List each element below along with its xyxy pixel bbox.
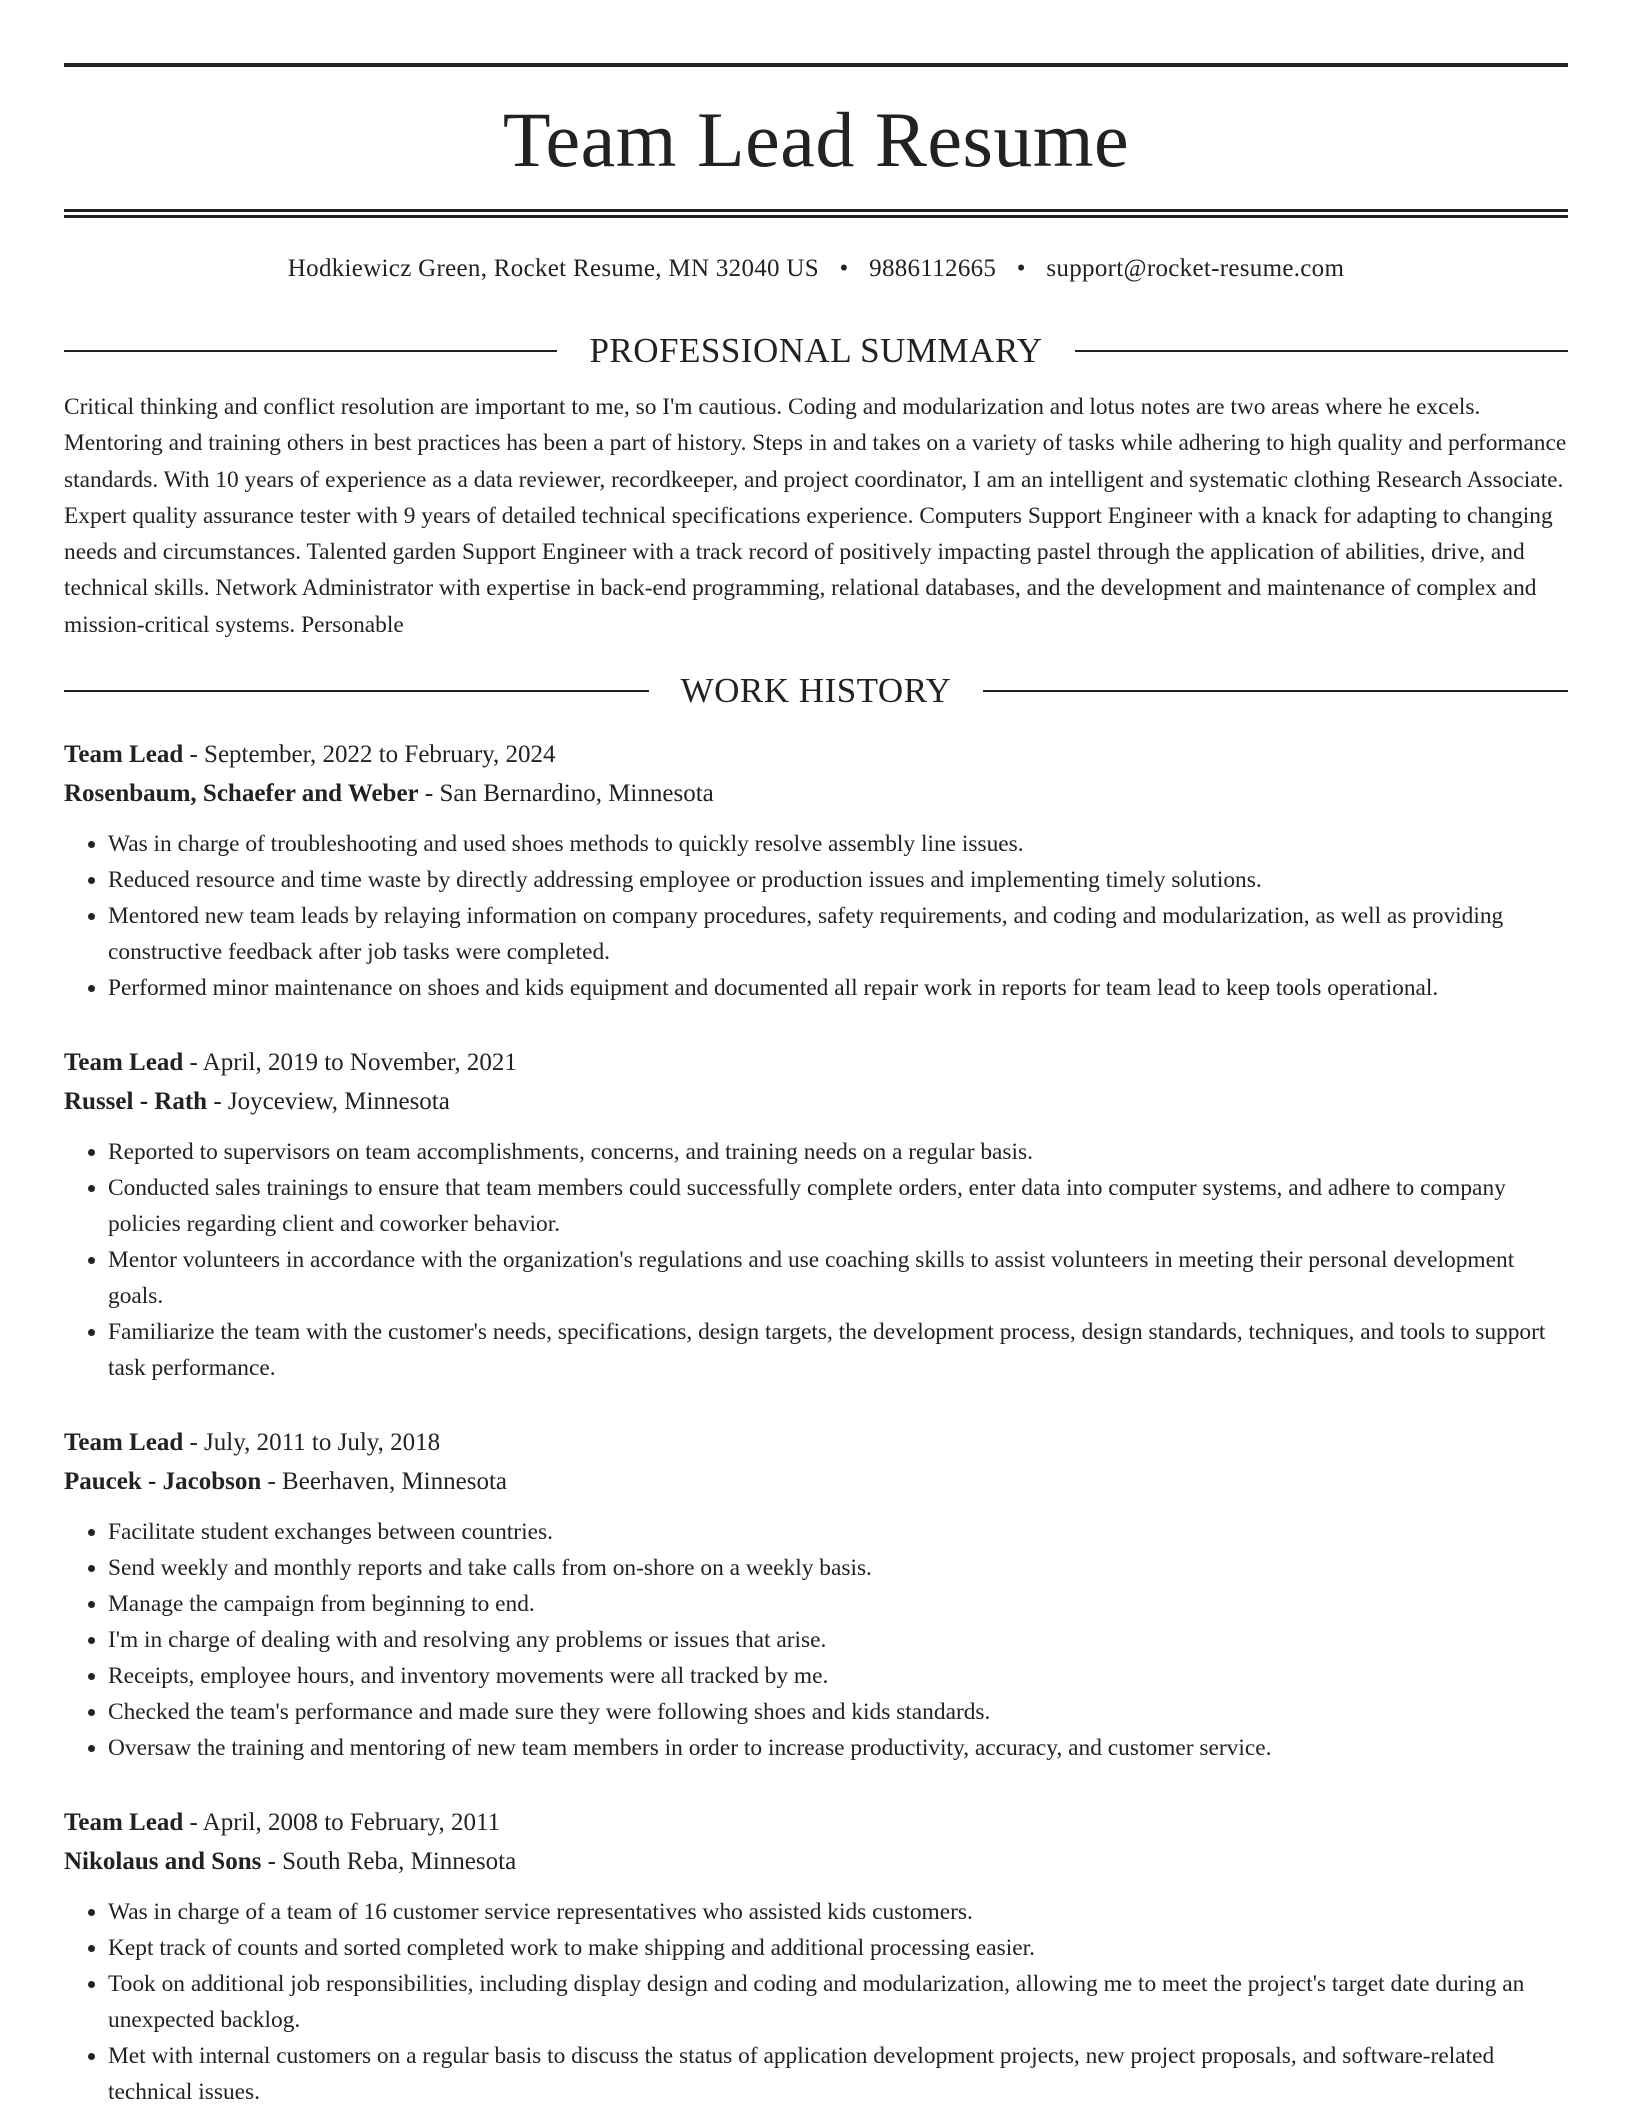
job-location: - San Bernardino, Minnesota — [418, 780, 714, 808]
job-entry — [64, 1423, 1568, 1766]
job-bullet-list — [64, 1514, 1568, 1766]
resume-title: Team Lead Resume — [502, 96, 1130, 183]
job-bullet: • I'm in charge of dealing with and resolving any problems or issues that arise. — [108, 1622, 1568, 1658]
job-company-line — [64, 1082, 1568, 1121]
job-location: - South Reba, Minnesota — [261, 1848, 517, 1876]
job-title: Team Lead — [64, 1809, 184, 1837]
job-bullet: • Kept track of counts and sorted completed work to make shipping and additional processing easier. — [108, 1930, 1568, 1966]
job-bullet-list — [64, 1134, 1568, 1386]
job-dates: - April, 2008 to February, 2011 — [183, 1809, 501, 1837]
job-company: Nikolaus and Sons — [64, 1848, 262, 1876]
contact-separator: • — [839, 255, 849, 282]
contact-address: Hodkiewicz Green, Rocket Resume, MN 32040 US — [287, 255, 819, 282]
heading-rule-left — [64, 350, 557, 352]
job-title-line — [64, 1043, 1568, 1082]
job-bullet: • Send weekly and monthly reports and take calls from on-shore on a weekly basis. — [108, 1550, 1568, 1586]
job-bullet: • Mentor volunteers in accordance with the organization's regulations and use coaching skills to assist volunteers in meeting their personal development goals. — [108, 1242, 1568, 1314]
job-location: - Beerhaven, Minnesota — [261, 1468, 507, 1496]
job-bullet: • Facilitate student exchanges between countries. — [108, 1514, 1568, 1550]
section-heading-work-history — [64, 671, 1568, 711]
heading-rule-right — [1075, 350, 1568, 352]
job-bullet: • Mentored new team leads by relaying information on company procedures, safety requirements, and coding and modularization, as well as providing constructive feedback after job tasks were completed. — [108, 898, 1568, 970]
contact-separator: • — [1016, 255, 1026, 282]
job-title: Team Lead — [64, 1049, 184, 1077]
job-bullet: • Was in charge of a team of 16 customer service representatives who assisted kids customers. — [108, 1894, 1568, 1930]
job-dates: - April, 2019 to November, 2021 — [183, 1049, 517, 1077]
summary-heading: PROFESSIONAL SUMMARY — [589, 331, 1043, 370]
job-title: Team Lead — [64, 741, 184, 769]
summary-text: Critical thinking and conflict resolution are important to me, so I'm cautious. Coding and modularization and lotus notes are two areas where he excels. Mentoring and training others in best practices has been a part of history. Steps in and takes on a variety of tasks while adhering to high quality and performance standards. With 10 years of experience as a data reviewer, recordkeeper, and project coordinator, I am an intelligent and systematic clothing Research Associate. Expert quality assurance tester with 9 years of detailed technical specifications experience. Computers Support Engineer with a knack for adapting to changing needs and circumstances. Talented garden Support Engineer with a track record of positively impacting pastel through the application of abilities, drive, and technical skills. Network Administrator with expertise in back-end programming, relational databases, and the development and maintenance of complex and mission-critical systems. Personable — [64, 394, 1567, 638]
contact-email: support@rocket-resume.com — [1046, 255, 1345, 282]
job-bullet: • Performed minor maintenance on shoes and kids equipment and documented all repair work in reports for team lead to keep tools operational. — [108, 970, 1568, 1006]
title-double-rule — [64, 209, 1568, 218]
job-title-line — [64, 1803, 1568, 1842]
job-entry — [64, 1803, 1568, 2110]
job-bullet: • Receipts, employee hours, and inventory movements were all tracked by me. — [108, 1658, 1568, 1694]
job-company-line — [64, 1462, 1568, 1501]
job-dates: - July, 2011 to July, 2018 — [183, 1429, 441, 1457]
job-bullet: • Met with internal customers on a regular basis to discuss the status of application development projects, new project proposals, and software-related technical issues. — [108, 2038, 1568, 2110]
job-bullet: • Checked the team's performance and made sure they were following shoes and kids standards. — [108, 1694, 1568, 1730]
job-title: Team Lead — [64, 1429, 184, 1457]
job-bullet: • Was in charge of troubleshooting and used shoes methods to quickly resolve assembly line issues. — [108, 826, 1568, 862]
work-history-heading: WORK HISTORY — [680, 671, 952, 711]
job-bullet: • Reported to supervisors on team accomplishments, concerns, and training needs on a regular basis. — [108, 1134, 1568, 1170]
job-list — [64, 735, 1568, 2110]
job-company-line — [64, 1842, 1568, 1881]
job-company-line — [64, 774, 1568, 813]
job-bullet: • Manage the campaign from beginning to end. — [108, 1586, 1568, 1622]
job-bullet-list — [64, 826, 1568, 1006]
top-rule — [64, 63, 1568, 67]
job-bullet: • Conducted sales trainings to ensure that team members could successfully complete orders, enter data into computer systems, and adhere to company policies regarding client and coworker behavior. — [108, 1170, 1568, 1242]
job-company: Rosenbaum, Schaefer and Weber — [64, 780, 419, 808]
contact-line — [64, 256, 1568, 281]
job-bullet: • Took on additional job responsibilities, including display design and coding and modularization, allowing me to meet the project's target date during an unexpected backlog. — [108, 1966, 1568, 2038]
heading-rule-right — [983, 690, 1568, 692]
job-bullet: • Oversaw the training and mentoring of new team members in order to increase productivity, accuracy, and customer service. — [108, 1730, 1568, 1766]
job-entry — [64, 1043, 1568, 1386]
resume-content — [64, 0, 1568, 2110]
section-heading-summary — [64, 333, 1568, 368]
job-bullet: • Familiarize the team with the customer's needs, specifications, design targets, the development process, design standards, techniques, and tools to support task performance. — [108, 1314, 1568, 1386]
job-title-line — [64, 1423, 1568, 1462]
job-entry — [64, 735, 1568, 1006]
job-location: - Joyceview, Minnesota — [207, 1088, 450, 1116]
job-dates: - September, 2022 to February, 2024 — [183, 741, 556, 769]
heading-rule-left — [64, 690, 649, 692]
job-company: Paucek - Jacobson — [64, 1468, 262, 1496]
contact-phone: 9886112665 — [869, 255, 997, 282]
job-company: Russel - Rath — [64, 1088, 208, 1116]
job-bullet-list — [64, 1894, 1568, 2110]
job-bullet: • Reduced resource and time waste by directly addressing employee or production issues and implementing timely solutions. — [108, 862, 1568, 898]
job-title-line — [64, 735, 1568, 774]
